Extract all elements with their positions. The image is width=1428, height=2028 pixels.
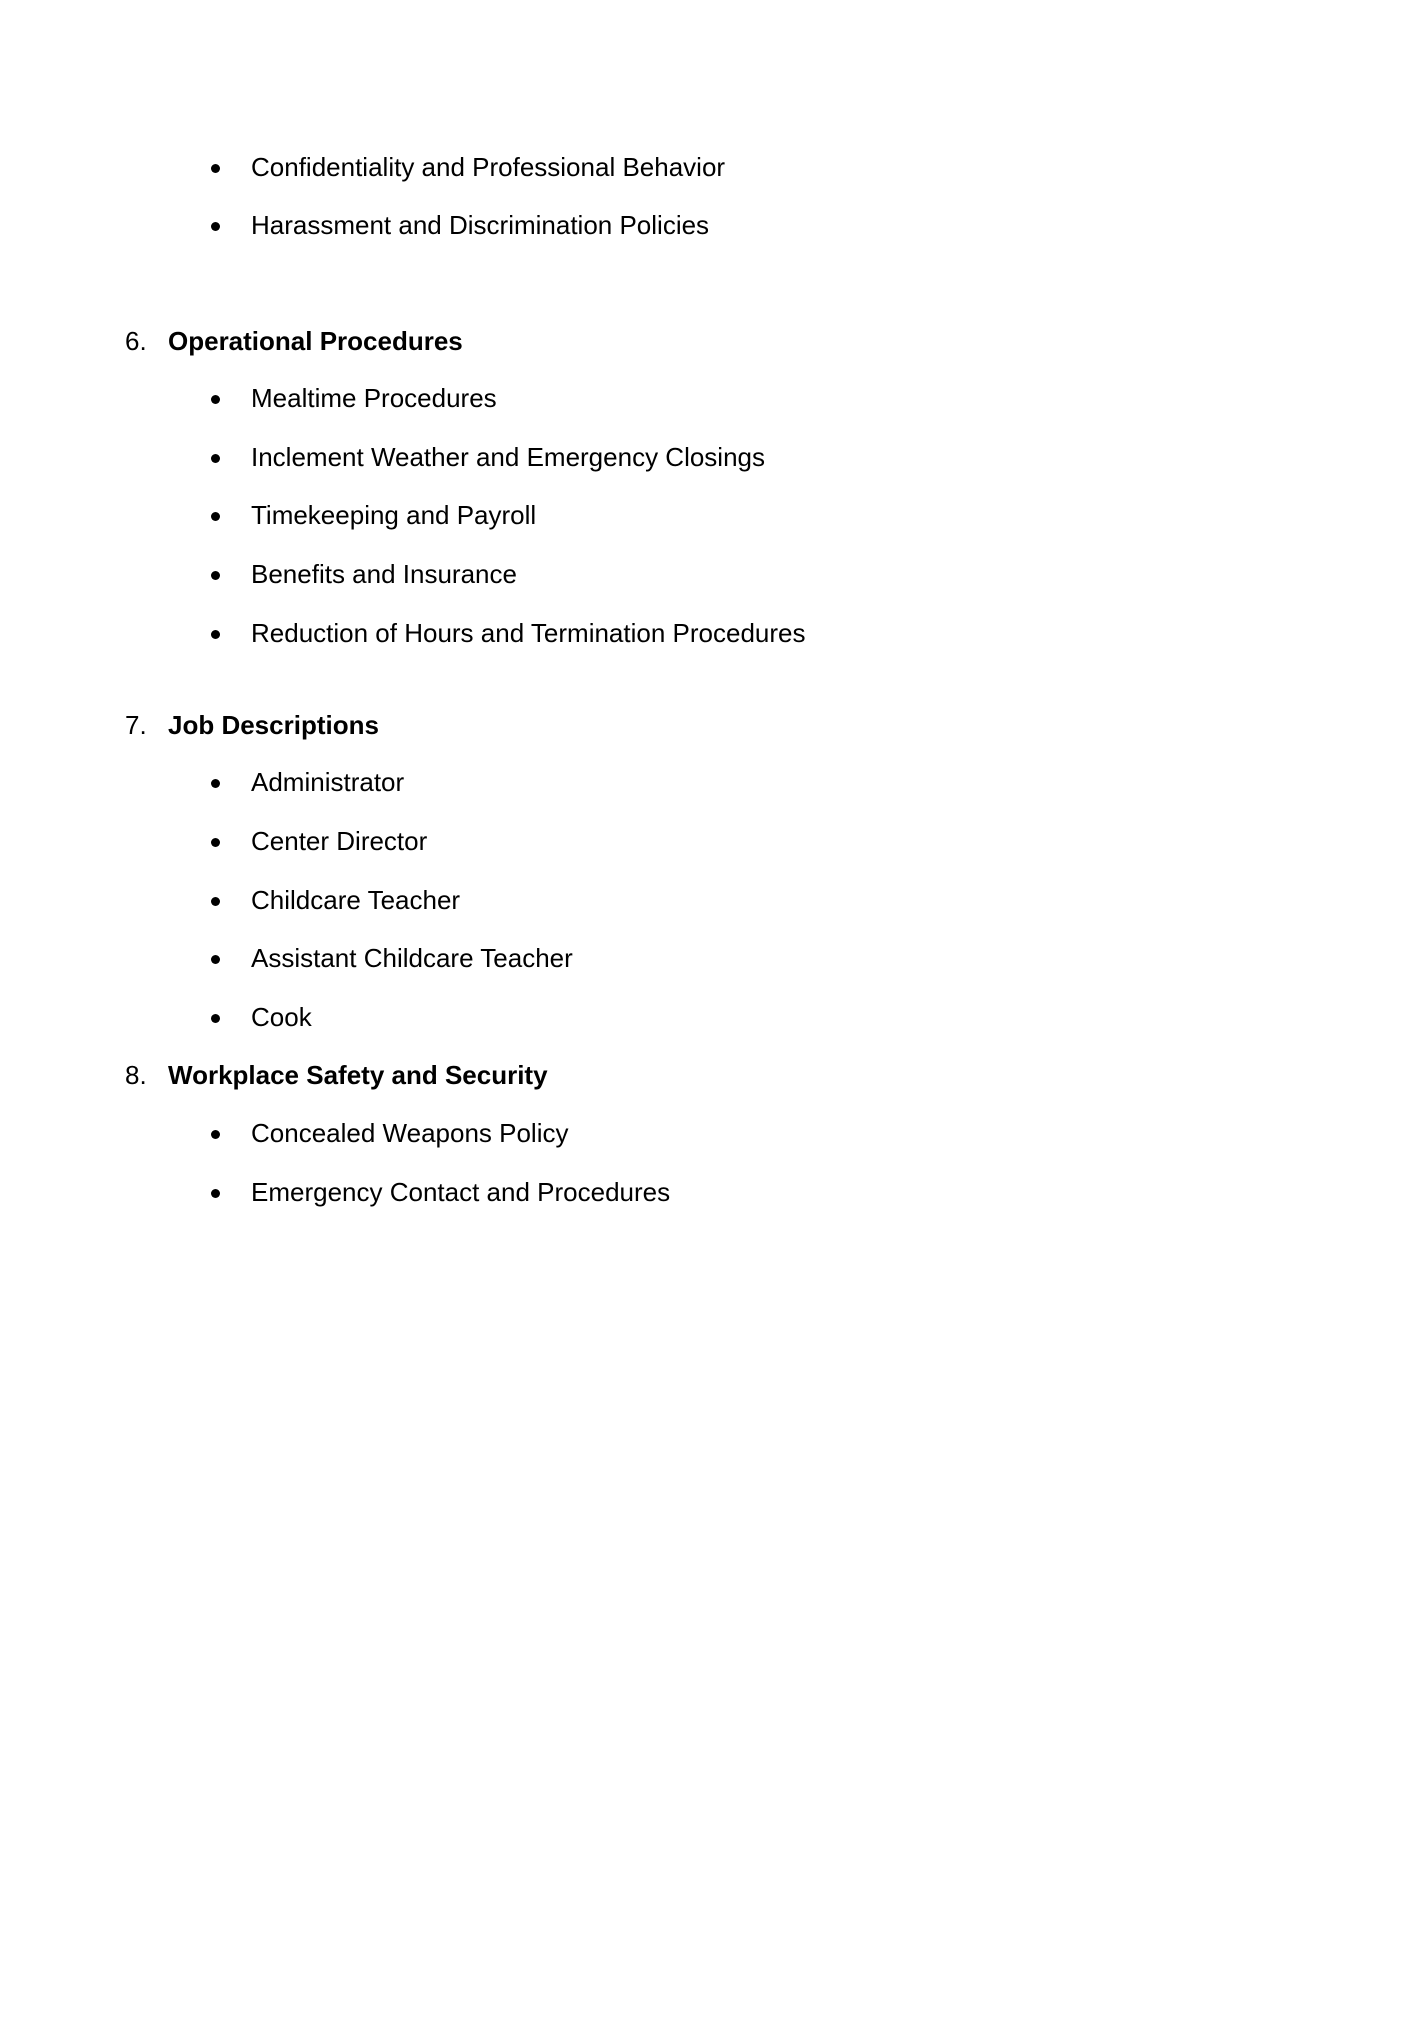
- bullet-icon: [211, 1014, 220, 1023]
- section-heading: Workplace Safety and Security: [168, 1060, 548, 1090]
- section-number: 6.: [125, 326, 147, 356]
- section-heading: Operational Procedures: [168, 326, 463, 356]
- list-item: Concealed Weapons Policy: [251, 1118, 569, 1148]
- bullet-icon: [211, 897, 220, 906]
- bullet-icon: [211, 779, 220, 788]
- list-item: Emergency Contact and Procedures: [251, 1177, 671, 1207]
- list-item: Center Director: [251, 826, 428, 856]
- bullet-icon: [211, 1189, 220, 1198]
- bullet-icon: [211, 955, 220, 964]
- bullet-icon: [211, 222, 220, 231]
- list-item: Harassment and Discrimination Policies: [251, 210, 710, 240]
- list-item: Timekeeping and Payroll: [251, 500, 537, 530]
- list-item: Cook: [251, 1002, 312, 1032]
- list-item: Childcare Teacher: [251, 885, 461, 915]
- list-item: Benefits and Insurance: [251, 559, 517, 589]
- list-item: Administrator: [251, 767, 405, 797]
- section-heading: Job Descriptions: [168, 710, 379, 740]
- bullet-icon: [211, 454, 220, 463]
- list-item: Confidentiality and Professional Behavior: [251, 152, 726, 182]
- bullet-icon: [211, 395, 220, 404]
- bullet-icon: [211, 838, 220, 847]
- bullet-icon: [211, 1130, 220, 1139]
- bullet-icon: [211, 630, 220, 639]
- bullet-icon: [211, 512, 220, 521]
- bullet-icon: [211, 571, 220, 580]
- list-item: Mealtime Procedures: [251, 383, 497, 413]
- list-item: Inclement Weather and Emergency Closings: [251, 442, 765, 472]
- section-number: 7.: [125, 710, 147, 740]
- list-item: Assistant Childcare Teacher: [251, 943, 573, 973]
- list-item: Reduction of Hours and Termination Procedures: [251, 618, 806, 648]
- section-number: 8.: [125, 1060, 147, 1090]
- bullet-icon: [211, 164, 220, 173]
